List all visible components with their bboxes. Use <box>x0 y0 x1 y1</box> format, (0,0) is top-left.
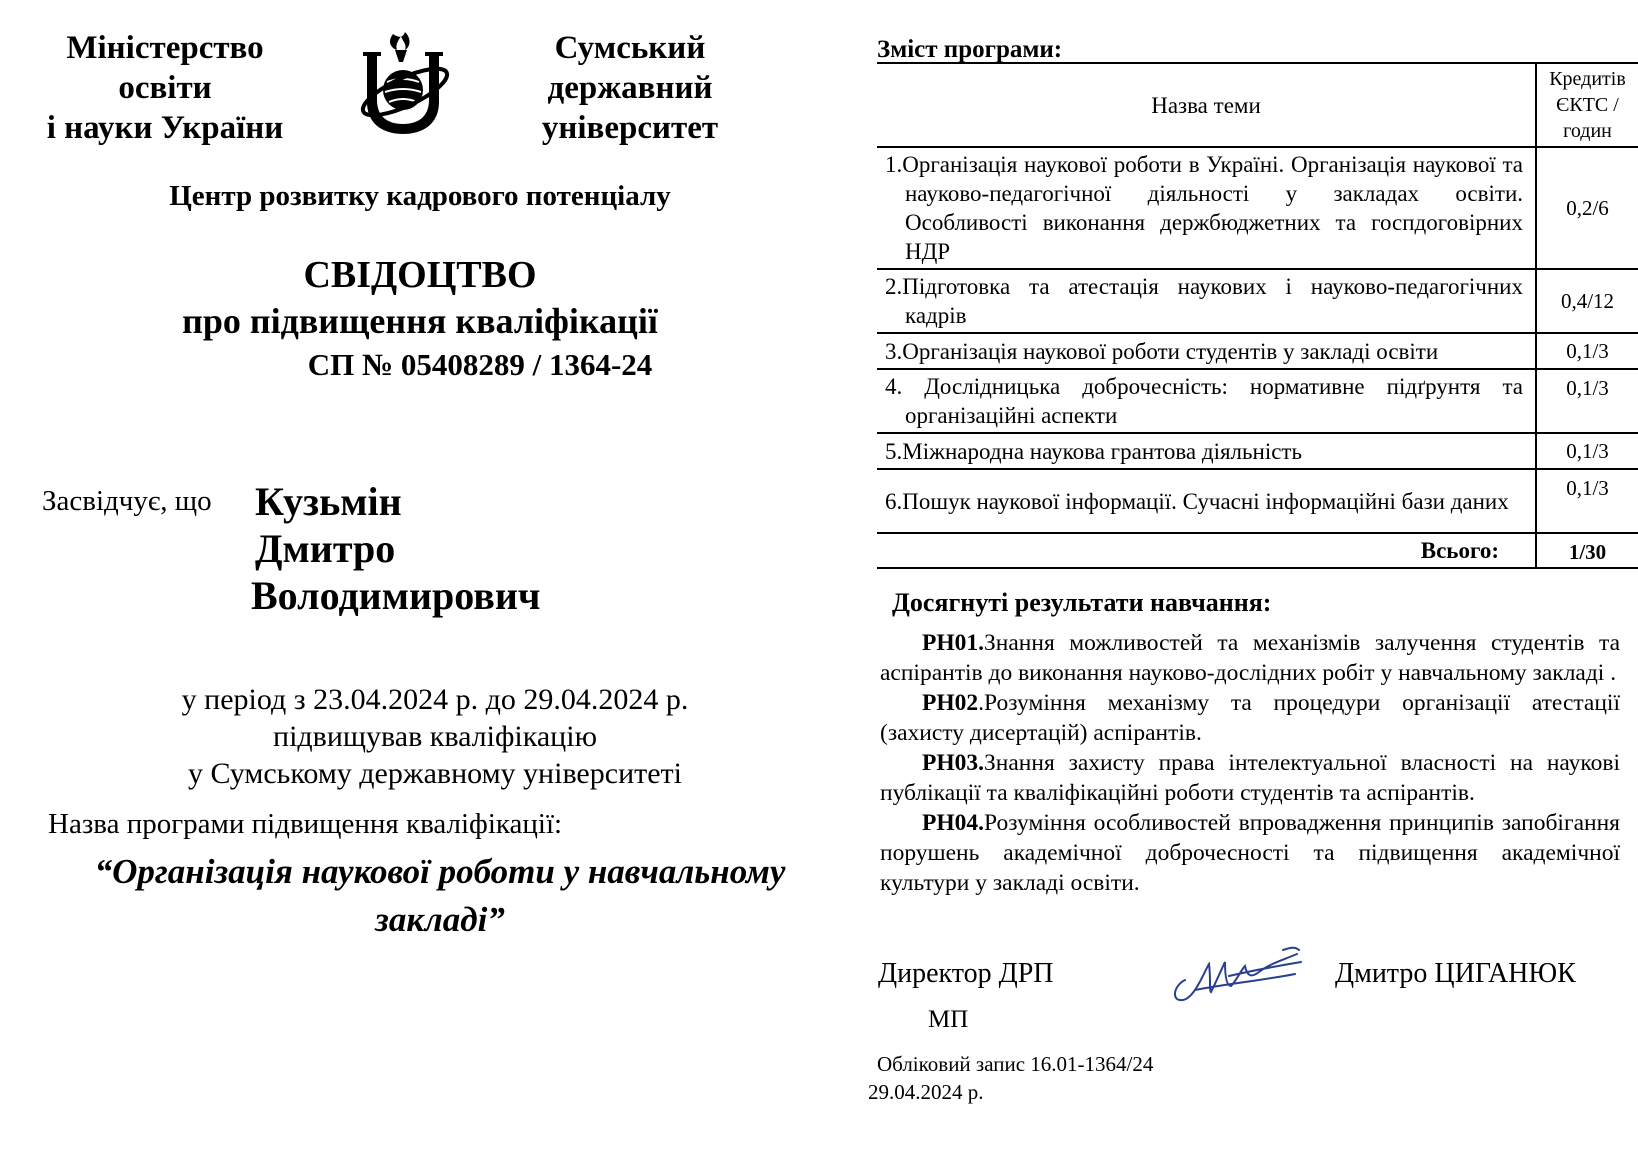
column-header-credits: Кредитів ЄКТС / годин <box>1536 63 1638 147</box>
record-date: 29.04.2024 р. <box>868 1080 984 1104</box>
topic-name: 2.Підготовка та атестація наукових і науково-педагогічних кадрів <box>885 274 1523 328</box>
director-name: Дмитро ЦИГАНЮК <box>1335 958 1576 989</box>
topic-credits: 0,1/3 <box>1536 433 1638 469</box>
learning-result-item <box>880 748 1620 808</box>
result-text: Знання можливостей та механізмів залучення студентів та аспірантів до виконання науково-дослідних робіт у навчальному закладі . <box>880 630 1620 686</box>
center-name: Центр розвитку кадрового потенціалу <box>169 180 671 212</box>
ministry-name <box>40 28 290 148</box>
learning-result-item <box>880 808 1620 898</box>
topic-credits: 0,1/3 <box>1536 333 1638 369</box>
topic-name: 6.Пошук наукової інформації. Сучасні інформаційні бази даних <box>885 488 1509 514</box>
program-content-table <box>877 62 1638 569</box>
table-row <box>877 147 1638 269</box>
table-row <box>877 269 1638 333</box>
university-name <box>520 28 740 148</box>
recipient-first-name: Дмитро <box>255 526 396 571</box>
recipient-patronymic: Володимирович <box>251 573 541 618</box>
program-content-title: Зміст програми: <box>877 36 1063 63</box>
university-line-1: Сумський <box>554 30 706 66</box>
result-text: Розуміння особливостей впровадження принципів запобігання порушень академічної доброчесності та підвищення академічної культури у закладі освіти. <box>880 810 1620 896</box>
university-logo-icon <box>355 30 455 140</box>
training-period: у період з 23.04.2024 р. до 29.04.2024 р. <box>181 683 689 716</box>
total-value: 1/30 <box>1536 533 1638 568</box>
attests-label: Засвідчує, що <box>42 485 212 517</box>
learning-result-item <box>880 688 1620 748</box>
result-code: РН01. <box>922 630 985 656</box>
director-position: Директор ДРП <box>878 958 1054 989</box>
record-number: Обліковий запис 16.01-1364/24 <box>877 1052 1154 1076</box>
program-label: Назва програми підвищення кваліфікації: <box>48 808 563 840</box>
topic-name: 3.Організація наукової роботи студентів у закладі освіти <box>885 338 1439 364</box>
table-row <box>877 469 1638 533</box>
certificate-title: СВІДОЦТВО <box>303 254 537 296</box>
ministry-line-3: і науки України <box>46 110 284 146</box>
training-statement: підвищував кваліфікацію <box>273 720 597 753</box>
result-text: .Розуміння механізму та процедури організації атестації (захисту дисертацій) аспірантів. <box>880 690 1620 746</box>
result-code: РН04. <box>922 810 985 836</box>
table-row <box>877 333 1638 369</box>
ministry-line-2: освіти <box>118 70 212 106</box>
topic-credits: 0,2/6 <box>1536 147 1638 269</box>
topic-credits: 0,4/12 <box>1536 269 1638 333</box>
table-row <box>877 369 1638 433</box>
table-header-row <box>877 63 1638 147</box>
training-institution: у Сумському державному університеті <box>187 757 682 790</box>
signature-icon <box>1165 940 1305 1010</box>
program-name: “Організація наукової роботи у навчальному закладі” <box>94 852 786 939</box>
table-row <box>877 433 1638 469</box>
topic-name: 4. Дослідницька доброчесність: нормативне підґрунтя та організаційні аспекти <box>885 374 1523 428</box>
result-code: РН02 <box>922 690 979 716</box>
certificate-number: СП № 05408289 / 1364-24 <box>307 347 653 382</box>
certificate-subtitle: про підвищення кваліфікації <box>182 301 658 341</box>
result-text: Знання захисту права інтелектуальної власності на наукові публікації та кваліфікаційні роботи студентів та аспірантів. <box>880 750 1620 806</box>
result-code: РН03. <box>922 750 985 776</box>
recipient-surname: Кузьмін <box>255 479 402 524</box>
table-total-row <box>877 533 1638 568</box>
ministry-line-1: Міністерство <box>66 30 264 66</box>
topic-name: 1.Організація наукової роботи в Україні. Організація наукової та науково-педагогічної діяльності у закладах освіти. Особливості виконання держбюджетних та госпдоговірних НДР <box>885 152 1523 264</box>
topic-name: 5.Міжнародна наукова грантова діяльність <box>885 438 1302 464</box>
topic-credits: 0,1/3 <box>1536 369 1638 433</box>
university-line-2: державний <box>547 70 713 106</box>
total-label: Всього: <box>1420 538 1499 563</box>
topic-credits: 0,1/3 <box>1536 469 1638 533</box>
learning-results-list <box>880 628 1620 898</box>
seal-label: МП <box>928 1006 969 1033</box>
column-header-topic: Назва теми <box>1151 92 1261 118</box>
learning-result-item <box>880 628 1620 688</box>
learning-results-title: Досягнуті результати навчання: <box>892 588 1272 617</box>
university-line-3: університет <box>541 110 719 146</box>
